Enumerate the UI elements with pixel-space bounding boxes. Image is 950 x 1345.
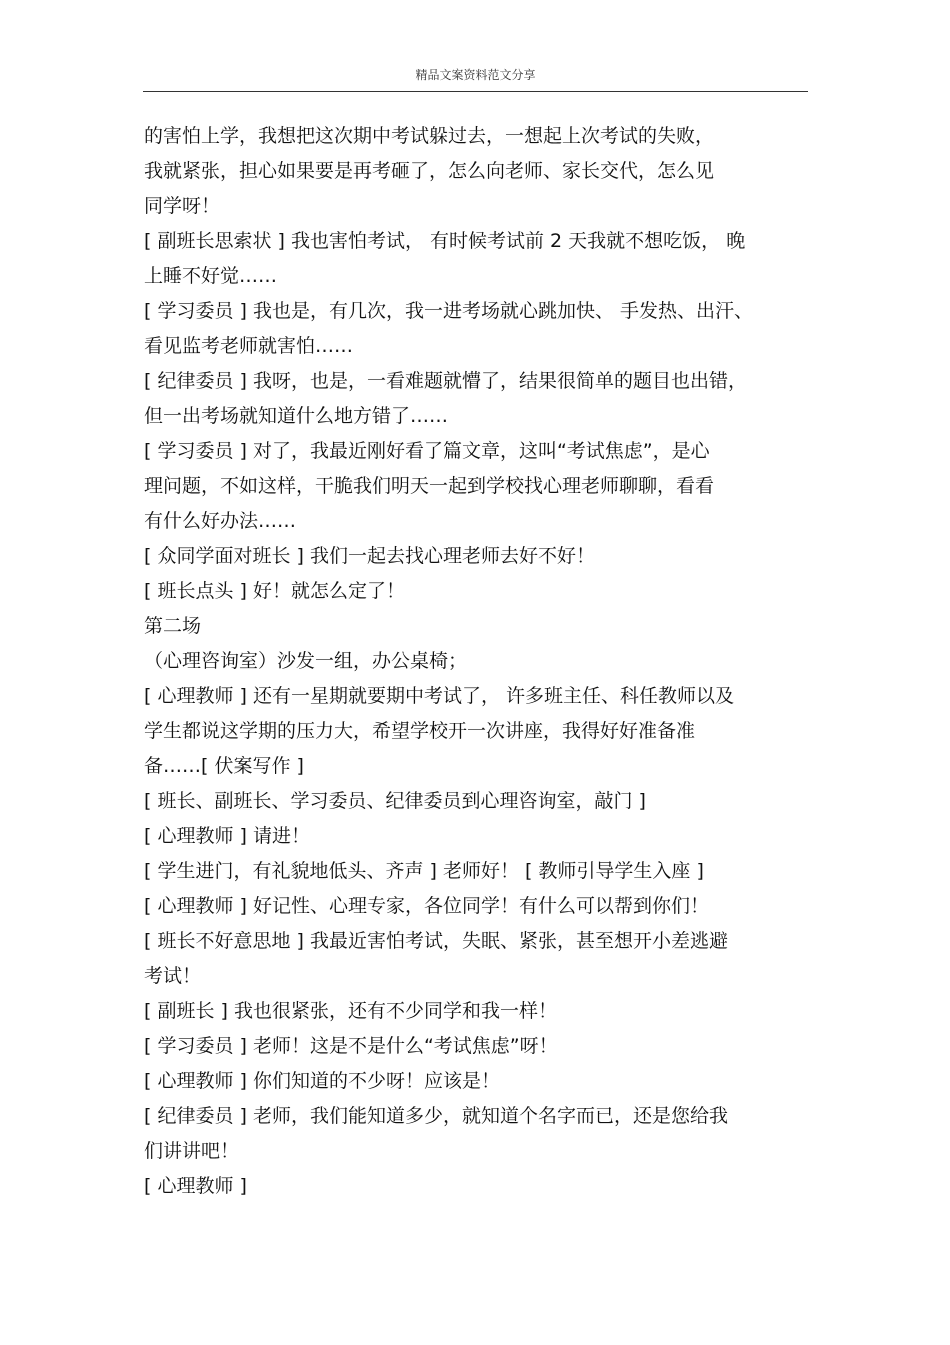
text-line: [ 众同学面对班长 ] 我们一起去找心理老师去好不好！: [144, 545, 595, 567]
document-body: [144, 119, 808, 1204]
text-line: 我就紧张，担心如果要是再考砸了，怎么向老师、家长交代，怎么见: [144, 160, 715, 182]
text-line: 们讲讲吧！: [144, 1140, 240, 1162]
page-header: 精品文案资料范文分享: [415, 68, 536, 82]
header-divider: [143, 91, 808, 92]
scene-heading: 第二场: [144, 615, 202, 637]
text-line: [ 纪律委员 ] 我呀，也是，一看难题就懵了，结果很简单的题目也出错，: [144, 370, 747, 392]
text-line: 有什么好办法……: [144, 510, 297, 532]
text-line: [ 班长不好意思地 ] 我最近害怕考试，失眠、紧张，甚至想开小差逃避: [144, 930, 728, 952]
text-line: 的害怕上学，我想把这次期中考试躲过去，一想起上次考试的失败，: [144, 125, 715, 147]
text-line: 备……[ 伏案写作 ]: [144, 755, 304, 777]
text-line: 看见监考老师就害怕……: [144, 335, 354, 357]
text-line: [ 学习委员 ] 对了，我最近刚好看了篇文章，这叫“考试焦虑”，是心: [144, 440, 710, 462]
text-line: [ 心理教师 ] 请进！: [144, 825, 310, 847]
text-line: 考试！: [144, 965, 202, 987]
text-line: [ 班长、副班长、学习委员、纪律委员到心理咨询室，敲门 ]: [144, 790, 646, 812]
text-line: 理问题，不如这样，干脆我们明天一起到学校找心理老师聊聊，看看: [144, 475, 715, 497]
text-line: 同学呀！: [144, 195, 221, 217]
text-line: [ 班长点头 ] 好！就怎么定了！: [144, 580, 405, 602]
text-line: [ 心理教师 ]: [144, 1175, 247, 1197]
text-line: 但一出考场就知道什么地方错了……: [144, 405, 449, 427]
text-line: [ 心理教师 ] 你们知道的不少呀！应该是！: [144, 1070, 500, 1092]
text-line: [ 副班长思索状 ] 我也害怕考试， 有时候考试前 2 天我就不想吃饭， 晚: [144, 230, 746, 252]
text-line: [ 学习委员 ] 我也是，有几次，我一进考场就心跳加快、 手发热、出汗、: [144, 300, 753, 322]
text-line: [ 心理教师 ] 还有一星期就要期中考试了， 许多班主任、科任教师以及: [144, 685, 734, 707]
text-line: [ 学生进门，有礼貌地低头、齐声 ] 老师好！ [ 教师引导学生入座 ]: [144, 860, 704, 882]
text-line: [ 心理教师 ] 好记性、心理专家，各位同学！有什么可以帮到你们！: [144, 895, 709, 917]
text-line: （心理咨询室）沙发一组，办公桌椅；: [144, 650, 468, 672]
text-line: 上睡不好觉……: [144, 265, 278, 287]
text-line: 学生都说这学期的压力大，希望学校开一次讲座，我得好好准备准: [144, 720, 696, 742]
text-line: [ 副班长 ] 我也很紧张，还有不少同学和我一样！: [144, 1000, 557, 1022]
text-line: [ 学习委员 ] 老师！这是不是什么“考试焦虑”呀！: [144, 1035, 558, 1057]
text-line: [ 纪律委员 ] 老师，我们能知道多少，就知道个名字而已，还是您给我: [144, 1105, 728, 1127]
